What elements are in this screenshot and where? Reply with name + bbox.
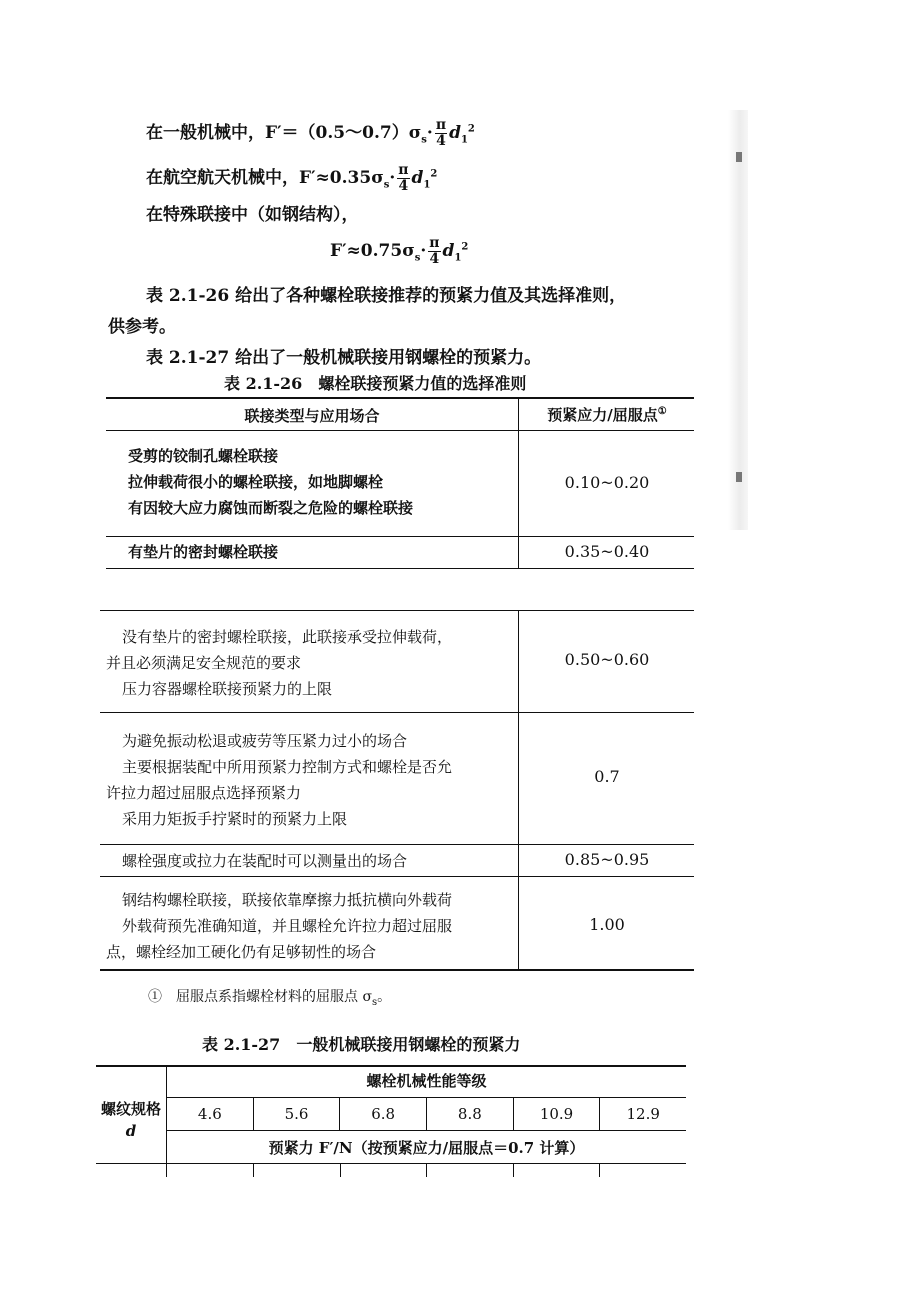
table27-body-rule xyxy=(96,1163,686,1164)
paragraph-table26-ref-cont: 供参考。 xyxy=(108,317,176,337)
scan-mark xyxy=(736,152,742,162)
table27-subheader: 预紧力 F′/N（按预紧应力/屈服点＝0.7 计算） xyxy=(268,1139,585,1157)
table27-title: 表 2.1-27 一般机械联接用钢螺栓的预紧力 xyxy=(202,1035,521,1054)
table27-cut-divider xyxy=(513,1164,514,1177)
fraction: $\frac{\pi}{4}$ xyxy=(398,162,409,194)
paragraph-table27-ref: 表 2.1-27 给出了一般机械联接用钢螺栓的预紧力。 xyxy=(146,348,542,368)
grade-cell: 12.9 xyxy=(626,1105,660,1123)
table26-page-break-rule xyxy=(106,568,694,569)
scan-mark xyxy=(736,472,742,482)
grade-cell: 8.8 xyxy=(427,1098,514,1130)
table26-row3-text: 没有垫片的密封螺栓联接，此联接承受拉伸载荷， 并且必须满足安全规范的要求 压力容器螺栓联接预紧力的上限 xyxy=(106,628,453,698)
fraction: $\frac{\pi}{4}$ xyxy=(435,117,447,149)
table26-row2-value: 0.35~0.40 xyxy=(564,542,650,561)
table26-row-rule xyxy=(100,844,694,845)
table27-cut-divider xyxy=(426,1164,427,1177)
scan-edge-shadow xyxy=(728,110,748,530)
page-bottom-blank xyxy=(0,1177,920,1301)
grade-cell: 6.8 xyxy=(340,1098,427,1130)
table26-title: 表 2.1-26 螺栓联接预紧力值的选择准则 xyxy=(224,374,527,393)
table26-footnote: ① 屈服点系指螺栓材料的屈服点 $\sigma_s$。 xyxy=(148,989,392,1008)
formula-aerospace: 在航空航天机械中，$F'\approx 0.35\sigma_s\cdot$ $\frac{\pi}{4}$ $d_1^2$ xyxy=(146,162,438,194)
table26-row2-text: 有垫片的密封螺栓联接 xyxy=(128,543,279,561)
table26-row4-value: 0.7 xyxy=(594,767,620,786)
table26-col-divider xyxy=(518,397,519,569)
paragraph-table26-ref: 表 2.1-26 给出了各种螺栓联接推荐的预紧力值及其选择准则， xyxy=(146,286,627,306)
table27-cut-divider xyxy=(340,1164,341,1177)
table26-row6-value: 1.00 xyxy=(589,915,625,934)
table26-header-rule xyxy=(106,430,694,431)
formula-general-machinery: 在一般机械中，$F'=(0.5\sim 0.7)\sigma_s\cdot$ $\frac{\pi}{4}$ $d_1^2$ xyxy=(146,117,475,149)
fraction: $\frac{\pi}{4}$ xyxy=(429,235,440,267)
table26-row5-value: 0.85~0.95 xyxy=(564,850,650,869)
table27-subheader-rule xyxy=(167,1130,686,1131)
table26-row-rule xyxy=(106,536,694,537)
grade-cell: 10.9 xyxy=(514,1098,601,1130)
table26-top-rule xyxy=(106,397,694,399)
table26-row-rule xyxy=(100,712,694,713)
table27-cut-divider xyxy=(599,1164,600,1177)
table26-cont-col-divider xyxy=(518,610,519,970)
table26-row6-text: 钢结构螺栓联接，联接依靠摩擦力抵抗横向外载荷 外载荷预先准确知道，并且螺栓允许拉力超过屈服 点，螺栓经加工硬化仍有足够韧性的场合 xyxy=(106,891,453,961)
table26-row5-text: 螺栓强度或拉力在装配时可以测量出的场合 xyxy=(122,852,408,870)
table26-row1-text: 受剪的铰制孔螺栓联接 拉伸载荷很小的螺栓联接，如地脚螺栓 有因较大应力腐蚀而断裂之危险的螺栓联接 xyxy=(128,447,414,517)
formula-special: $F'\approx 0.75\sigma_s\cdot$ $\frac{\pi}{4}$ $d_1^2$ xyxy=(330,235,469,267)
table26-bottom-rule xyxy=(100,969,694,971)
grade-cell: 5.6 xyxy=(254,1098,341,1130)
table26-col2-header: 预紧应力/屈服点① xyxy=(547,406,667,424)
special-connection-text: 在特殊联接中（如钢结构）， xyxy=(146,205,359,225)
table26-cont-top-rule xyxy=(100,610,694,611)
table26-row1-value: 0.10~0.20 xyxy=(564,473,650,492)
table27-grade-row xyxy=(167,1098,686,1130)
grade-cell: 4.6 xyxy=(167,1098,254,1130)
table26-row3-value: 0.50~0.60 xyxy=(564,650,650,669)
table27-group-header: 螺栓机械性能等级 xyxy=(366,1072,487,1090)
table26-row-rule xyxy=(100,876,694,877)
table26-row4-text: 为避免振动松退或疲劳等压紧力过小的场合 主要根据装配中所用预紧力控制方式和螺栓是否允 许拉力超过屈服点选择预紧力 采用力矩扳手拧紧时的预紧力上限 xyxy=(106,732,453,828)
table27-row-header: 螺纹规格 d xyxy=(100,1100,161,1140)
table27-top-rule xyxy=(96,1065,686,1067)
table27-cut-divider xyxy=(253,1164,254,1177)
table26-col1-header: 联接类型与应用场合 xyxy=(244,407,380,425)
